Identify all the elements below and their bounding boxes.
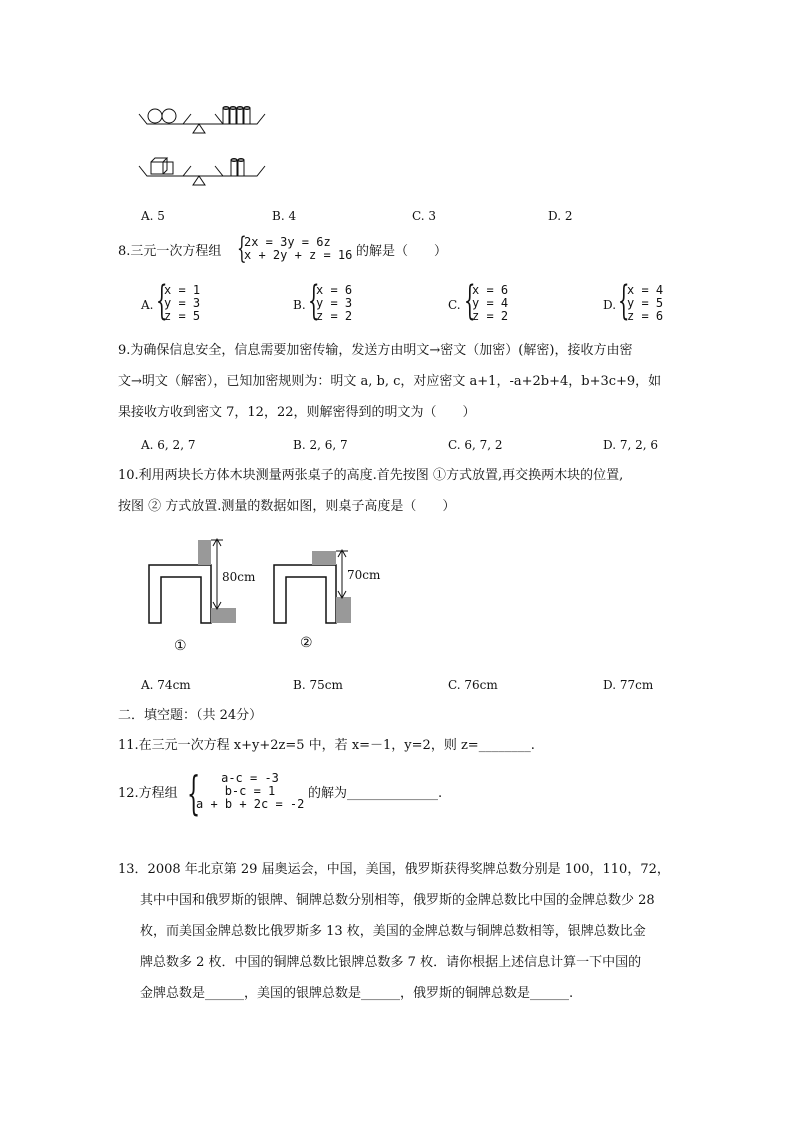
q8-option-a-label: A. bbox=[141, 298, 154, 312]
q8-c-line1: x = 6 bbox=[472, 283, 509, 297]
q12-brace: { bbox=[187, 766, 201, 820]
q10-option-d[interactable]: D. 77cm bbox=[603, 678, 654, 692]
q13-line3: 枚，而美国金牌总数比俄罗斯多 13 枚，美国的金牌总数与铜牌总数相等，银牌总数比金 bbox=[140, 924, 646, 939]
q9-line1: 9.为确保信息安全，信息需要加密传输，发送方由明文→密文（加密）(解密)，接收方由密 bbox=[118, 343, 633, 358]
q8-a-line2: y = 3 bbox=[164, 296, 201, 310]
q12-eq3: a + b + 2c = -2 bbox=[196, 797, 305, 811]
q9-option-b[interactable]: B. 2, 6, 7 bbox=[293, 438, 348, 452]
q12-prefix: 12.方程组 bbox=[118, 786, 178, 801]
q8-option-b-system bbox=[316, 284, 352, 323]
q13-line4: 牌总数多 2 枚．中国的铜牌总数比银牌总数多 7 枚．请你根据上述信息计算一下中国的 bbox=[140, 955, 642, 970]
q8-option-a-system bbox=[164, 284, 200, 323]
q9-option-c[interactable]: C. 6, 7, 2 bbox=[448, 438, 503, 452]
q9-line3: 果接收方收到密文 7，12，22，则解密得到的明文为（ ） bbox=[118, 405, 476, 420]
q9-option-a[interactable]: A. 6, 2, 7 bbox=[141, 438, 196, 452]
q7-option-b[interactable]: B. 4 bbox=[272, 209, 297, 223]
q12-system bbox=[196, 772, 304, 811]
q11-text: 11.在三元一次方程 x+y+2z=5 中，若 x=－1，y=2，则 z=________. bbox=[118, 738, 535, 753]
q10-option-a[interactable]: A. 74cm bbox=[141, 678, 191, 692]
q8-option-d-label: D. bbox=[603, 298, 617, 312]
q8-option-c-brace: { bbox=[464, 278, 476, 324]
fig1-measure-label: 80cm bbox=[222, 570, 256, 584]
q10-line1: 10.利用两块长方体木块测量两张桌子的高度.首先按图 ①方式放置,再交换两木块的位置, bbox=[118, 468, 624, 483]
q12-eq1: a-c = -3 bbox=[221, 771, 279, 785]
q8-eq1: 2x = 3y = 6z bbox=[244, 235, 331, 249]
balance-scale-figure-2 bbox=[135, 152, 275, 192]
q8-option-b-brace: { bbox=[308, 278, 320, 324]
q8-d-line3: z = 6 bbox=[627, 309, 664, 323]
q8-prefix: 8.三元一次方程组 bbox=[118, 244, 222, 259]
q8-d-line1: x = 4 bbox=[627, 283, 664, 297]
q8-d-line2: y = 5 bbox=[627, 296, 664, 310]
q7-option-a[interactable]: A. 5 bbox=[141, 209, 165, 223]
q8-suffix: 的解是（ ） bbox=[356, 244, 448, 259]
q10-option-c[interactable]: C. 76cm bbox=[448, 678, 498, 692]
q8-b-line3: z = 2 bbox=[316, 309, 353, 323]
q8-brace: { bbox=[237, 231, 247, 266]
q13-line1: 13．2008 年北京第 29 届奥运会，中国，美国，俄罗斯获得奖牌总数分别是 100，110，72， bbox=[118, 862, 670, 877]
q9-option-d[interactable]: D. 7, 2, 6 bbox=[603, 438, 658, 452]
table-figure-2 bbox=[272, 545, 382, 635]
fig2-measure-label: 70cm bbox=[347, 568, 381, 582]
q8-a-line3: z = 5 bbox=[164, 309, 201, 323]
q10-line2: 按图 ② 方式放置.测量的数据如图，则桌子高度是（ ） bbox=[118, 499, 456, 514]
q8-option-a-brace: { bbox=[156, 278, 168, 324]
q12-suffix: 的解为______________. bbox=[308, 786, 443, 801]
q8-option-d-brace: { bbox=[618, 278, 630, 324]
fig2-number: ② bbox=[300, 635, 313, 651]
q8-b-line2: y = 3 bbox=[316, 296, 353, 310]
q8-option-d-system bbox=[627, 284, 663, 323]
q7-option-c[interactable]: C. 3 bbox=[412, 209, 437, 223]
q7-option-d[interactable]: D. 2 bbox=[548, 209, 573, 223]
q8-c-line2: y = 4 bbox=[472, 296, 509, 310]
q9-line2: 文→明文（解密），已知加密规则为：明文 a, b, c，对应密文 a+1，-a+2b+4，b+3c+9，如 bbox=[118, 374, 662, 389]
q13-line5: 金牌总数是______，美国的银牌总数是______，俄罗斯的铜牌总数是______. bbox=[140, 986, 574, 1001]
balance-scale-figure-1 bbox=[135, 100, 275, 140]
q8-option-b-label: B. bbox=[293, 298, 306, 312]
fig1-number: ① bbox=[174, 638, 187, 654]
q13-line2: 其中中国和俄罗斯的银牌、铜牌总数分别相等，俄罗斯的金牌总数比中国的金牌总数少 28 bbox=[140, 893, 655, 908]
q8-c-line3: z = 2 bbox=[472, 309, 509, 323]
q8-system bbox=[244, 236, 352, 262]
q10-option-b[interactable]: B. 75cm bbox=[293, 678, 343, 692]
q8-eq2: x + 2y + z = 16 bbox=[244, 248, 353, 262]
q8-option-c-label: C. bbox=[448, 298, 461, 312]
q12-eq2: b-c = 1 bbox=[224, 784, 276, 798]
q8-option-c-system bbox=[472, 284, 508, 323]
q8-b-line1: x = 6 bbox=[316, 283, 353, 297]
q8-a-line1: x = 1 bbox=[164, 283, 201, 297]
section-2-heading: 二．填空题：（共 24分） bbox=[118, 708, 263, 723]
